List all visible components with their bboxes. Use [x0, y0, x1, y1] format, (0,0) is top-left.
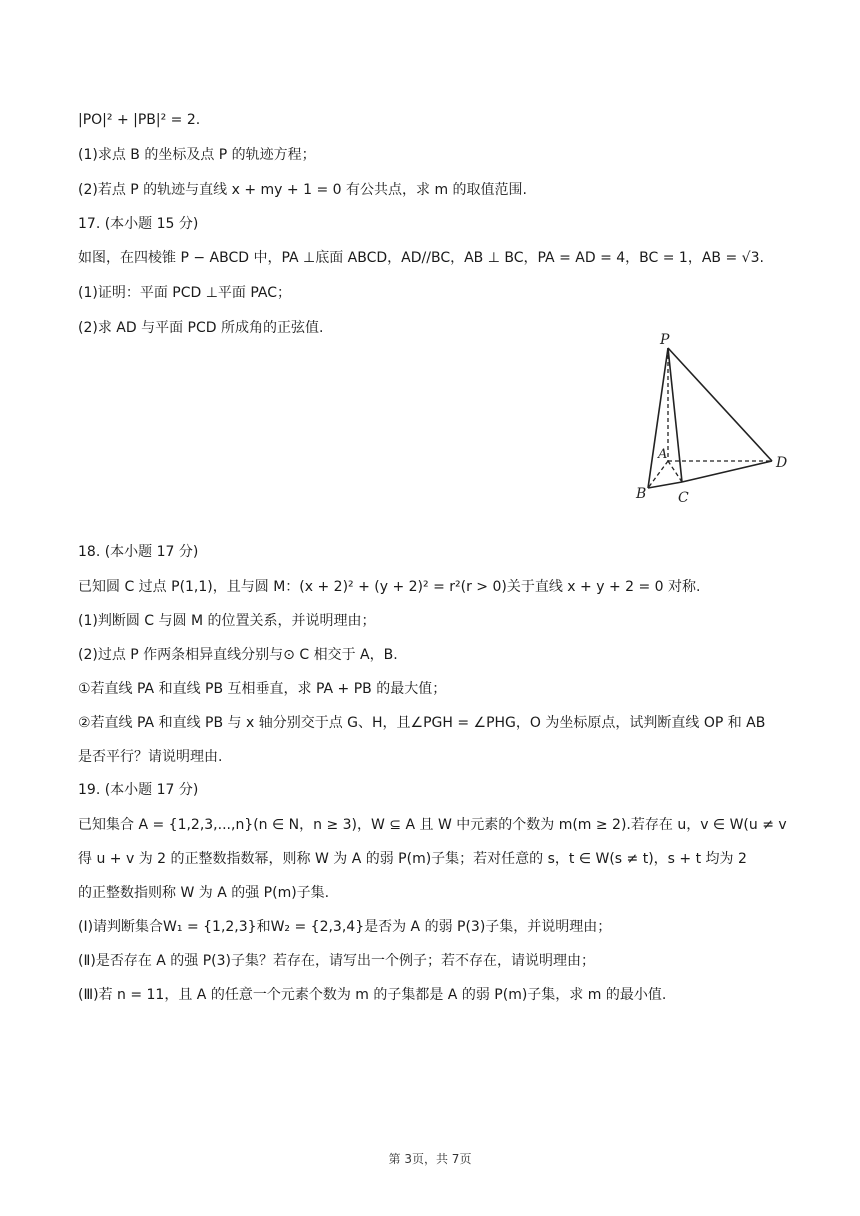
edge-bc [648, 482, 682, 488]
question-18-header: 18. (本小题 17 分) [78, 544, 199, 560]
question-19-stem-2: 得 u + v 为 2 的正整数指数幂，则称 W 为 A 的弱 P(m)子集；若对任意的 s，t ∈ W(s ≠ t)，s + t 均为 2 [78, 851, 747, 867]
vertex-label-b: B [636, 486, 647, 502]
question-19-stem-1: 已知集合 A = {1,2,3,...,n}(n ∈ N，n ≥ 3)，W ⊆ A 且 W 中元素的个数为 m(m ≥ 2).若存在 u，v ∈ W(u ≠ v [78, 817, 787, 833]
question-18-part-2-1: ①若直线 PA 和直线 PB 互相垂直，求 PA + PB 的最大值； [78, 681, 447, 697]
page-footer: 第 3页，共 7页 [388, 1152, 472, 1166]
vertex-label-c: C [678, 490, 689, 506]
edge-cd [682, 461, 772, 482]
question-18-part-2-2: ②若直线 PA 和直线 PB 与 x 轴分别交于点 G、H，且∠PGH = ∠PHG，O 为坐标原点，试判断直线 OP 和 AB [78, 715, 766, 731]
pyramid-figure [630, 330, 800, 515]
text-line-1: |PO|² + |PB|² = 2. [78, 112, 201, 128]
vertex-label-p: P [660, 332, 670, 348]
question-19-header: 19. (本小题 17 分) [78, 782, 199, 798]
question-17-part-1: (1)证明：平面 PCD ⊥平面 PAC； [78, 285, 292, 301]
edge-pd [668, 348, 772, 461]
question-18-stem: 已知圆 C 过点 P(1,1)，且与圆 M：(x + 2)² + (y + 2)² = r²(r > 0)关于直线 x + y + 2 = 0 对称. [78, 579, 701, 595]
question-18-part-1: (1)判断圆 C 与圆 M 的位置关系，并说明理由； [78, 613, 376, 629]
question-19-stem-3: 的正整数指则称 W 为 A 的强 P(m)子集. [78, 885, 330, 901]
edge-pc [668, 348, 682, 482]
question-19-part-2: (Ⅱ)是否存在 A 的强 P(3)子集？若存在，请写出一个例子；若不存在，请说明理由； [78, 953, 596, 969]
question-17-part-2: (2)求 AD 与平面 PCD 所成角的正弦值. [78, 320, 324, 336]
edge-pb [648, 348, 668, 488]
question-19-part-3: (Ⅲ)若 n = 11，且 A 的任意一个元素个数为 m 的子集都是 A 的弱 P(m)子集，求 m 的最小值. [78, 987, 667, 1003]
vertex-label-d: D [776, 455, 788, 471]
question-17-header: 17. (本小题 15 分) [78, 216, 199, 232]
question-16-part-1: (1)求点 B 的坐标及点 P 的轨迹方程； [78, 147, 316, 163]
question-19-part-1: (Ⅰ)请判断集合W₁ = {1,2,3}和W₂ = {2,3,4}是否为 A 的弱 P(3)子集，并说明理由； [78, 919, 612, 935]
question-17-stem: 如图，在四棱锥 P − ABCD 中，PA ⊥底面 ABCD，AD//BC，AB ⊥ BC，PA = AD = 4，BC = 1，AB = √3. [78, 250, 764, 266]
vertex-label-a: A [658, 447, 668, 462]
question-18-part-2-2-cont: 是否平行？请说明理由. [78, 749, 223, 765]
question-18-part-2: (2)过点 P 作两条相异直线分别与⊙ C 相交于 A，B. [78, 647, 398, 663]
question-16-part-2: (2)若点 P 的轨迹与直线 x + my + 1 = 0 有公共点，求 m 的取值范围. [78, 182, 527, 198]
